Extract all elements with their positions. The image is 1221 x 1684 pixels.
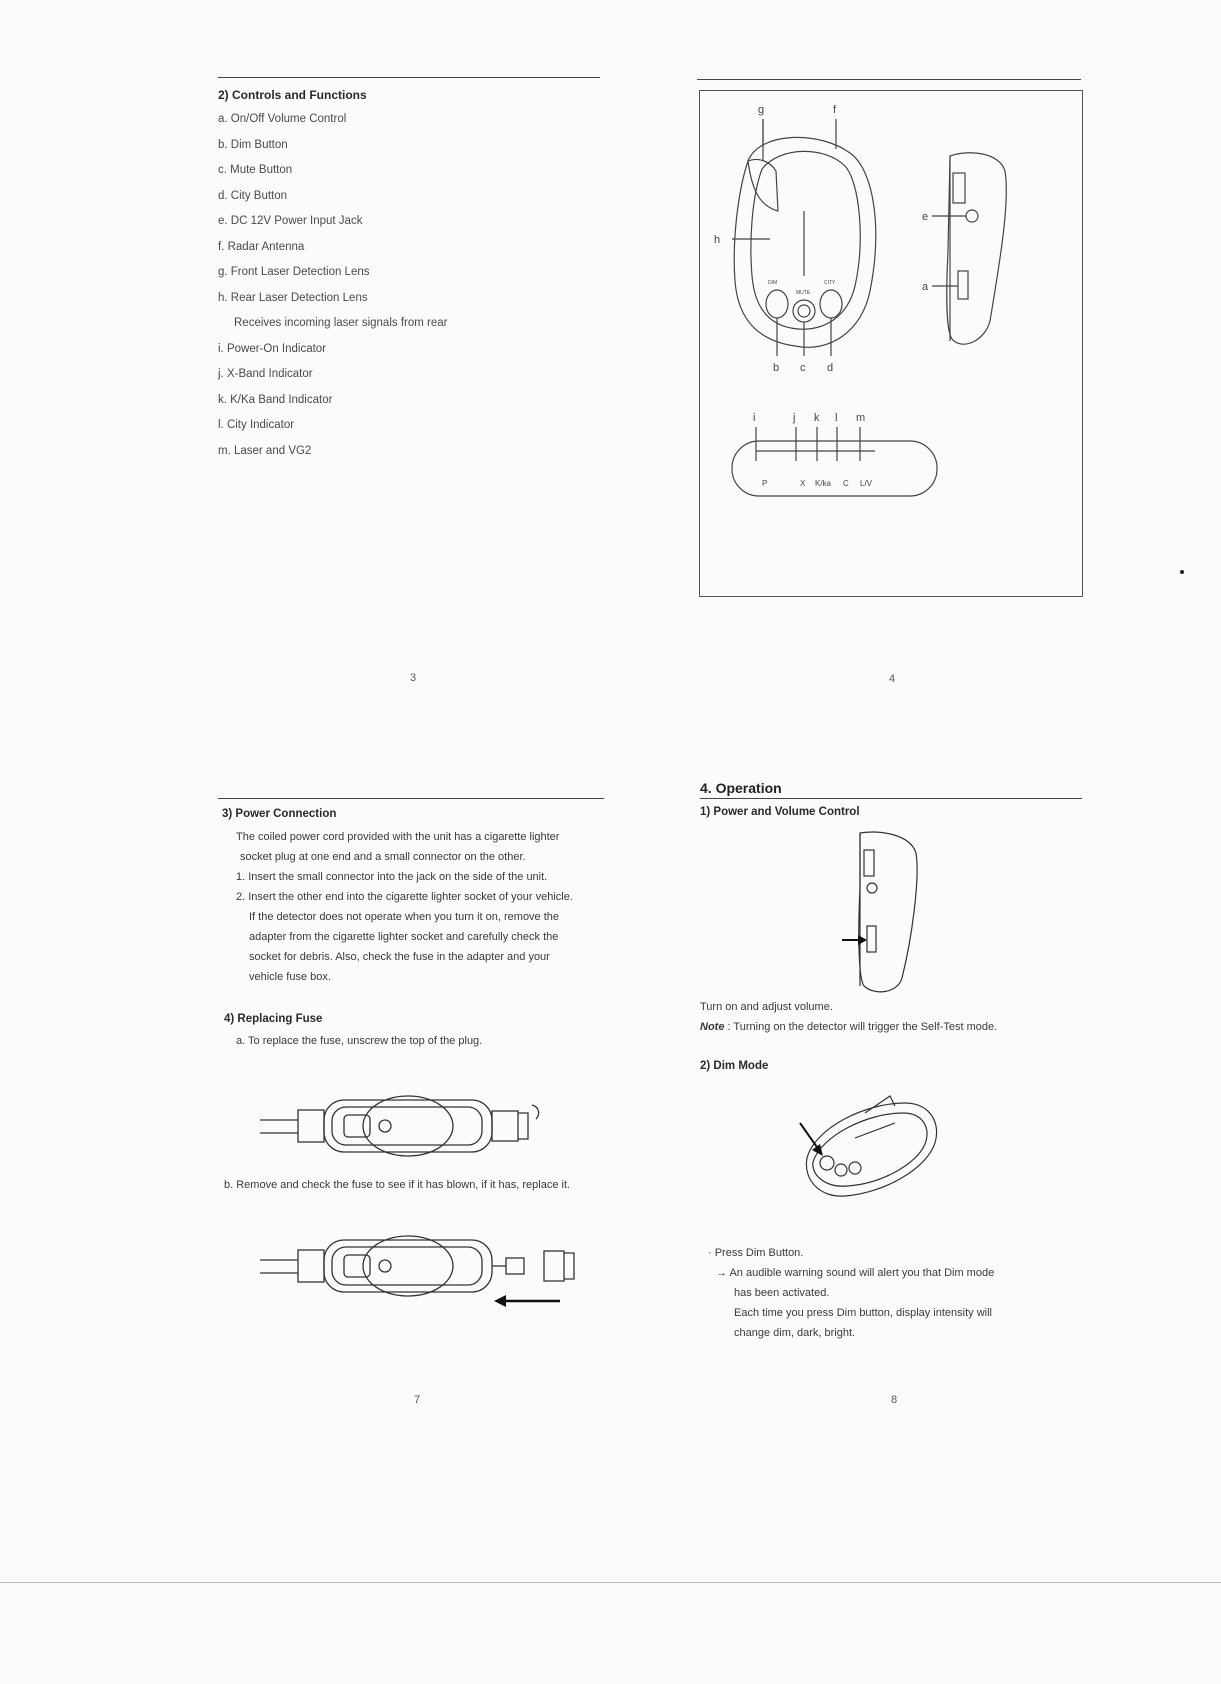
dim-bullet: · Press Dim Button. [708, 1247, 804, 1259]
list-item: j. X-Band Indicator [218, 368, 313, 380]
detector-body-outline [734, 137, 875, 347]
dim-arrow-line-1: → An audible warning sound will alert you that Dim mode [716, 1267, 995, 1279]
indicator-lv: L/V [860, 479, 873, 488]
scan-speck [1180, 570, 1184, 574]
controls-heading: 2) Controls and Functions [218, 88, 367, 102]
volume-wheel-shape [958, 271, 968, 299]
step-b: b. Remove and check the fuse to see if it has blown, if it has, replace it. [224, 1179, 571, 1191]
intro-line: The coiled power cord provided with the unit has a cigarette lighter [236, 831, 560, 843]
label-k: k [814, 412, 820, 424]
step-2-line: adapter from the cigarette lighter socket and carefully check the [249, 931, 559, 943]
indicator-kka: K/ka [815, 479, 832, 488]
list-item: g. Front Laser Detection Lens [218, 266, 370, 278]
step-2: 2. Insert the other end into the cigarette lighter socket of your vehicle. [236, 891, 573, 903]
page7-top-rule [218, 798, 604, 799]
note-label: Note [700, 1021, 725, 1033]
mute-button-label: MUTE [796, 290, 811, 296]
dim-mode-heading: 2) Dim Mode [700, 1060, 769, 1072]
label-h: h [714, 234, 721, 246]
pointer-arrow-icon [800, 1123, 823, 1156]
label-b: b [773, 362, 780, 374]
scan-edge-line [0, 1582, 1221, 1583]
controls-list [218, 107, 447, 464]
list-item: c. Mute Button [218, 164, 293, 176]
label-e: e [922, 211, 929, 223]
indicator-p: P [762, 479, 768, 488]
arrow-left-icon [494, 1295, 560, 1307]
controls-diagram-frame [699, 90, 1083, 597]
power-jack-shape [966, 210, 978, 222]
label-g: g [758, 104, 765, 116]
label-a: a [922, 281, 929, 293]
list-item: m. Laser and VG2 [218, 444, 312, 457]
page-number-4: 4 [889, 673, 896, 685]
indicator-c: C [843, 479, 849, 488]
list-item: d. City Button [218, 189, 288, 202]
dim-button-label: DIM [768, 280, 778, 286]
list-item: f. Radar Antenna [218, 240, 305, 253]
side-view-outline [947, 153, 1007, 344]
step-2-line: If the detector does not operate when you turn it on, remove the [249, 911, 560, 923]
turn-on-text: Turn on and adjust volume. [700, 1001, 833, 1013]
label-i: i [753, 412, 756, 424]
label-j: j [793, 412, 796, 424]
side-label-strip [953, 173, 965, 203]
list-item-note: Receives incoming laser signals from rear [234, 317, 448, 329]
list-item: e. DC 12V Power Input Jack [218, 215, 363, 227]
step-a: a. To replace the fuse, unscrew the top of the plug. [236, 1035, 483, 1047]
dim-button-shape [766, 290, 788, 318]
arrow-right-icon [842, 935, 867, 945]
power-connection-body [236, 827, 573, 987]
volume-side-view-diagram [840, 828, 930, 996]
city-button-shape [820, 290, 842, 318]
power-volume-heading: 1) Power and Volume Control [700, 806, 860, 818]
city-button-label: CITY [824, 280, 836, 286]
page4-top-rule [697, 79, 1081, 80]
note-line [700, 1017, 997, 1037]
fuse-plug-diagram-a [258, 1085, 548, 1175]
list-item: b. Dim Button [218, 138, 288, 151]
label-m: m [856, 412, 866, 424]
fuse-plug-diagram-b [258, 1225, 598, 1315]
label-f: f [833, 104, 837, 116]
controls-diagram [700, 91, 1082, 596]
operation-section-title: 4. Operation [700, 780, 782, 796]
page3-top-rule [218, 77, 600, 78]
step-2-line: socket for debris. Also, check the fuse in the adapter and your [249, 951, 550, 963]
page-number-3: 3 [410, 672, 417, 684]
dim-mode-diagram [795, 1088, 945, 1203]
label-d: d [827, 362, 834, 374]
list-item: l. City Indicator [218, 419, 295, 431]
replacing-fuse-heading: 4) Replacing Fuse [224, 1013, 323, 1025]
note-text: : Turning on the detector will trigger the Self-Test mode. [724, 1021, 998, 1033]
list-item: k. K/Ka Band Indicator [218, 393, 333, 406]
step-1: 1. Insert the small connector into the jack on the side of the unit. [236, 871, 548, 883]
intro-line: socket plug at one end and a small connector on the other. [240, 851, 526, 863]
indicator-x: X [800, 479, 806, 488]
list-item: a. On/Off Volume Control [218, 113, 347, 125]
detector-inner-outline [751, 151, 860, 329]
list-item: h. Rear Laser Detection Lens [218, 291, 368, 304]
dim-arrow-line-2: has been activated. [734, 1287, 830, 1299]
mute-button-shape [793, 300, 815, 322]
page-number-8: 8 [891, 1394, 898, 1406]
label-c: c [800, 362, 806, 374]
dim-each-line-2: change dim, dark, bright. [734, 1327, 856, 1339]
page-number-7: 7 [414, 1394, 421, 1406]
list-item: i. Power-On Indicator [218, 342, 327, 355]
label-l: l [835, 412, 838, 424]
step-2-line: vehicle fuse box. [249, 971, 331, 983]
power-connection-heading: 3) Power Connection [222, 808, 337, 820]
dim-each-line-1: Each time you press Dim button, display intensity will [734, 1307, 992, 1319]
page8-top-rule [700, 798, 1082, 799]
